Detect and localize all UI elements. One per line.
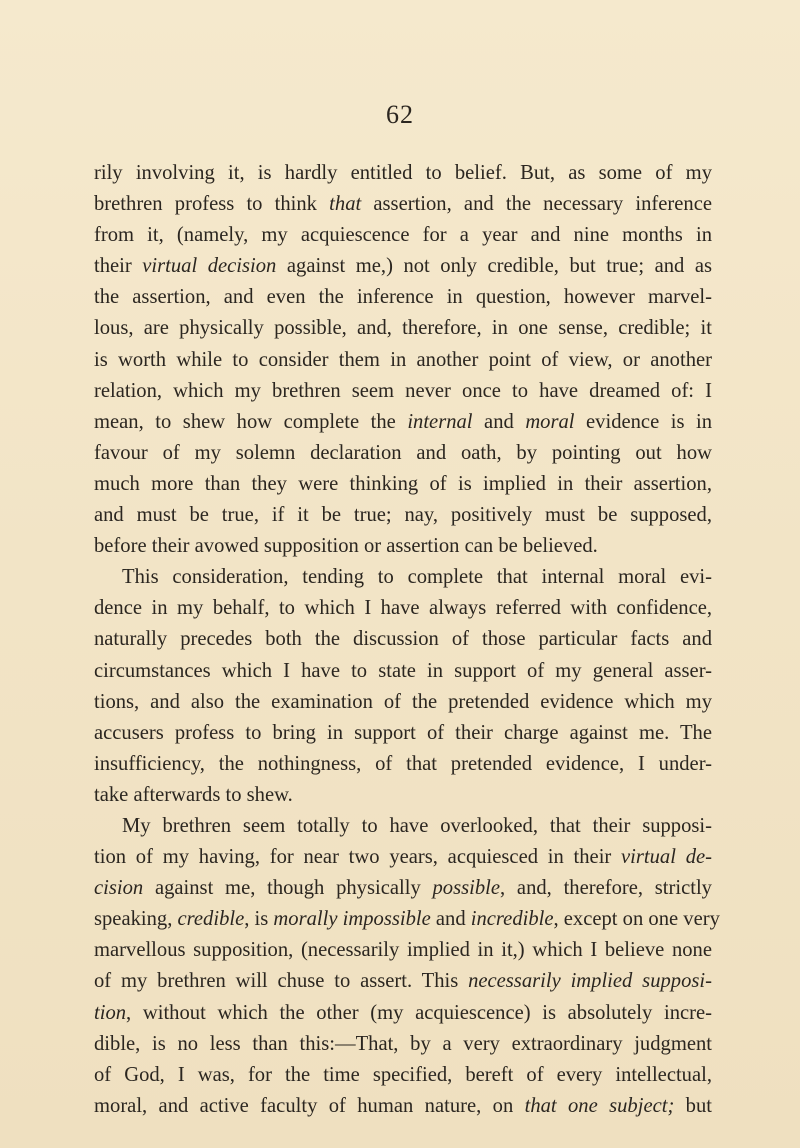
text-run: favour of my solemn declaration and oath, by pointing out how — [94, 441, 712, 464]
text-run: and — [472, 410, 526, 433]
paragraph — [94, 562, 712, 811]
text-run: This consideration, tending to complete that internal moral evi- — [122, 566, 712, 589]
text-line — [94, 873, 712, 904]
text-run: moral, and active faculty of human nature, on — [94, 1094, 525, 1117]
text-line — [94, 1060, 712, 1091]
text-run: against me,) not only credible, but true; and as — [276, 255, 712, 278]
italic-text: that one subject; — [524, 1094, 675, 1117]
text-line — [94, 1029, 712, 1060]
text-line — [94, 438, 712, 469]
italic-text: moral — [525, 410, 575, 433]
text-line — [94, 935, 712, 966]
text-line — [94, 780, 712, 811]
paragraph — [94, 158, 712, 562]
text-run: accusers profess to bring in support of their charge against me. The — [94, 721, 712, 744]
text-run: tion of my having, for near two years, acquiesced in their — [94, 846, 622, 869]
text-run: from it, (namely, my acquiescence for a year and nine months in — [94, 224, 712, 247]
text-run: the assertion, and even the inference in question, however marvel- — [94, 286, 712, 309]
text-line — [94, 469, 712, 500]
text-run: before their avowed supposition or assertion can be believed. — [94, 535, 598, 558]
text-run: of my brethren will chuse to assert. This — [94, 970, 469, 993]
text-line — [94, 656, 712, 687]
text-run: against me, though physically — [143, 877, 433, 900]
text-line — [94, 531, 712, 562]
text-line — [94, 407, 712, 438]
text-run: is worth while to consider them in another point of view, or another — [94, 348, 712, 371]
text-line — [94, 904, 720, 935]
text-run: lous, are physically possible, and, therefore, in one sense, credible; it — [94, 317, 712, 340]
text-run: but — [674, 1094, 712, 1117]
italic-text: necessarily implied supposi- — [468, 970, 712, 993]
text-line — [94, 500, 712, 531]
text-line — [94, 687, 712, 718]
italic-text: credible — [177, 908, 245, 931]
text-run: insufficiency, the nothingness, of that pretended evidence, I under- — [94, 752, 712, 775]
text-run: relation, which my brethren seem never once to have dreamed of: I — [94, 379, 712, 402]
page-number: 62 — [386, 100, 414, 129]
italic-text: virtual de- — [621, 846, 712, 869]
body-text — [94, 158, 720, 1122]
text-line — [94, 593, 712, 624]
italic-text: possible — [432, 877, 501, 900]
text-line — [94, 158, 712, 189]
italic-text: cision — [94, 877, 144, 900]
italic-text: tion — [94, 1001, 127, 1024]
text-line — [94, 718, 712, 749]
text-run: and must be true, if it be true; nay, positively must be supposed, — [94, 504, 712, 527]
text-run: dence in my behalf, to which I have always referred with confidence, — [94, 597, 712, 620]
italic-text: virtual decision — [142, 255, 277, 278]
text-run: of God, I was, for the time specified, bereft of every intellectual, — [94, 1063, 712, 1086]
text-run: rily involving it, is hardly entitled to belief. But, as some of my — [94, 162, 712, 184]
text-run: , without which the other (my acquiescence) is absolutely incre- — [126, 1001, 712, 1024]
text-run: marvellous supposition, (necessarily implied in it,) which I believe none — [94, 939, 712, 962]
text-line — [94, 749, 712, 780]
text-run: , is — [244, 908, 274, 931]
text-line — [94, 220, 712, 251]
text-line — [94, 345, 712, 376]
text-run: speaking, — [94, 908, 178, 931]
text-line — [94, 998, 712, 1029]
text-line — [94, 282, 712, 313]
paragraph — [94, 811, 720, 1122]
text-line — [94, 562, 712, 593]
text-run: brethren profess to think — [94, 193, 330, 216]
text-run: dible, is no less than this:—That, by a very extraordinary judgment — [94, 1032, 712, 1055]
text-run: , except on one very — [553, 908, 720, 931]
text-run: and — [430, 908, 471, 931]
text-run: naturally precedes both the discussion of those particular facts and — [94, 628, 712, 651]
text-line — [94, 313, 712, 344]
text-run: much more than they were thinking of is implied in their assertion, — [94, 472, 712, 495]
italic-text: internal — [407, 410, 473, 433]
italic-text: that — [329, 193, 362, 216]
text-line — [94, 966, 712, 997]
text-run: mean, to shew how complete the — [94, 410, 408, 433]
italic-text: incredible — [470, 908, 554, 931]
text-run: assertion, and the necessary inference — [361, 193, 712, 216]
text-line — [94, 842, 712, 873]
text-run: take afterwards to shew. — [94, 783, 293, 806]
text-line — [94, 624, 712, 655]
text-run: My brethren seem totally to have overlooked, that their supposi- — [122, 814, 712, 837]
text-line — [94, 1091, 712, 1122]
text-run: their — [94, 255, 143, 278]
text-line — [94, 251, 712, 282]
text-run: circumstances which I have to state in support of my general asser- — [94, 659, 712, 682]
text-run: tions, and also the examination of the pretended evidence which my — [94, 690, 712, 713]
text-line — [94, 811, 712, 842]
italic-text: morally impossible — [273, 908, 431, 931]
text-run: evidence is in — [574, 410, 713, 433]
text-run: , and, therefore, strictly — [500, 877, 712, 900]
text-line — [94, 189, 712, 220]
text-line — [94, 376, 712, 407]
